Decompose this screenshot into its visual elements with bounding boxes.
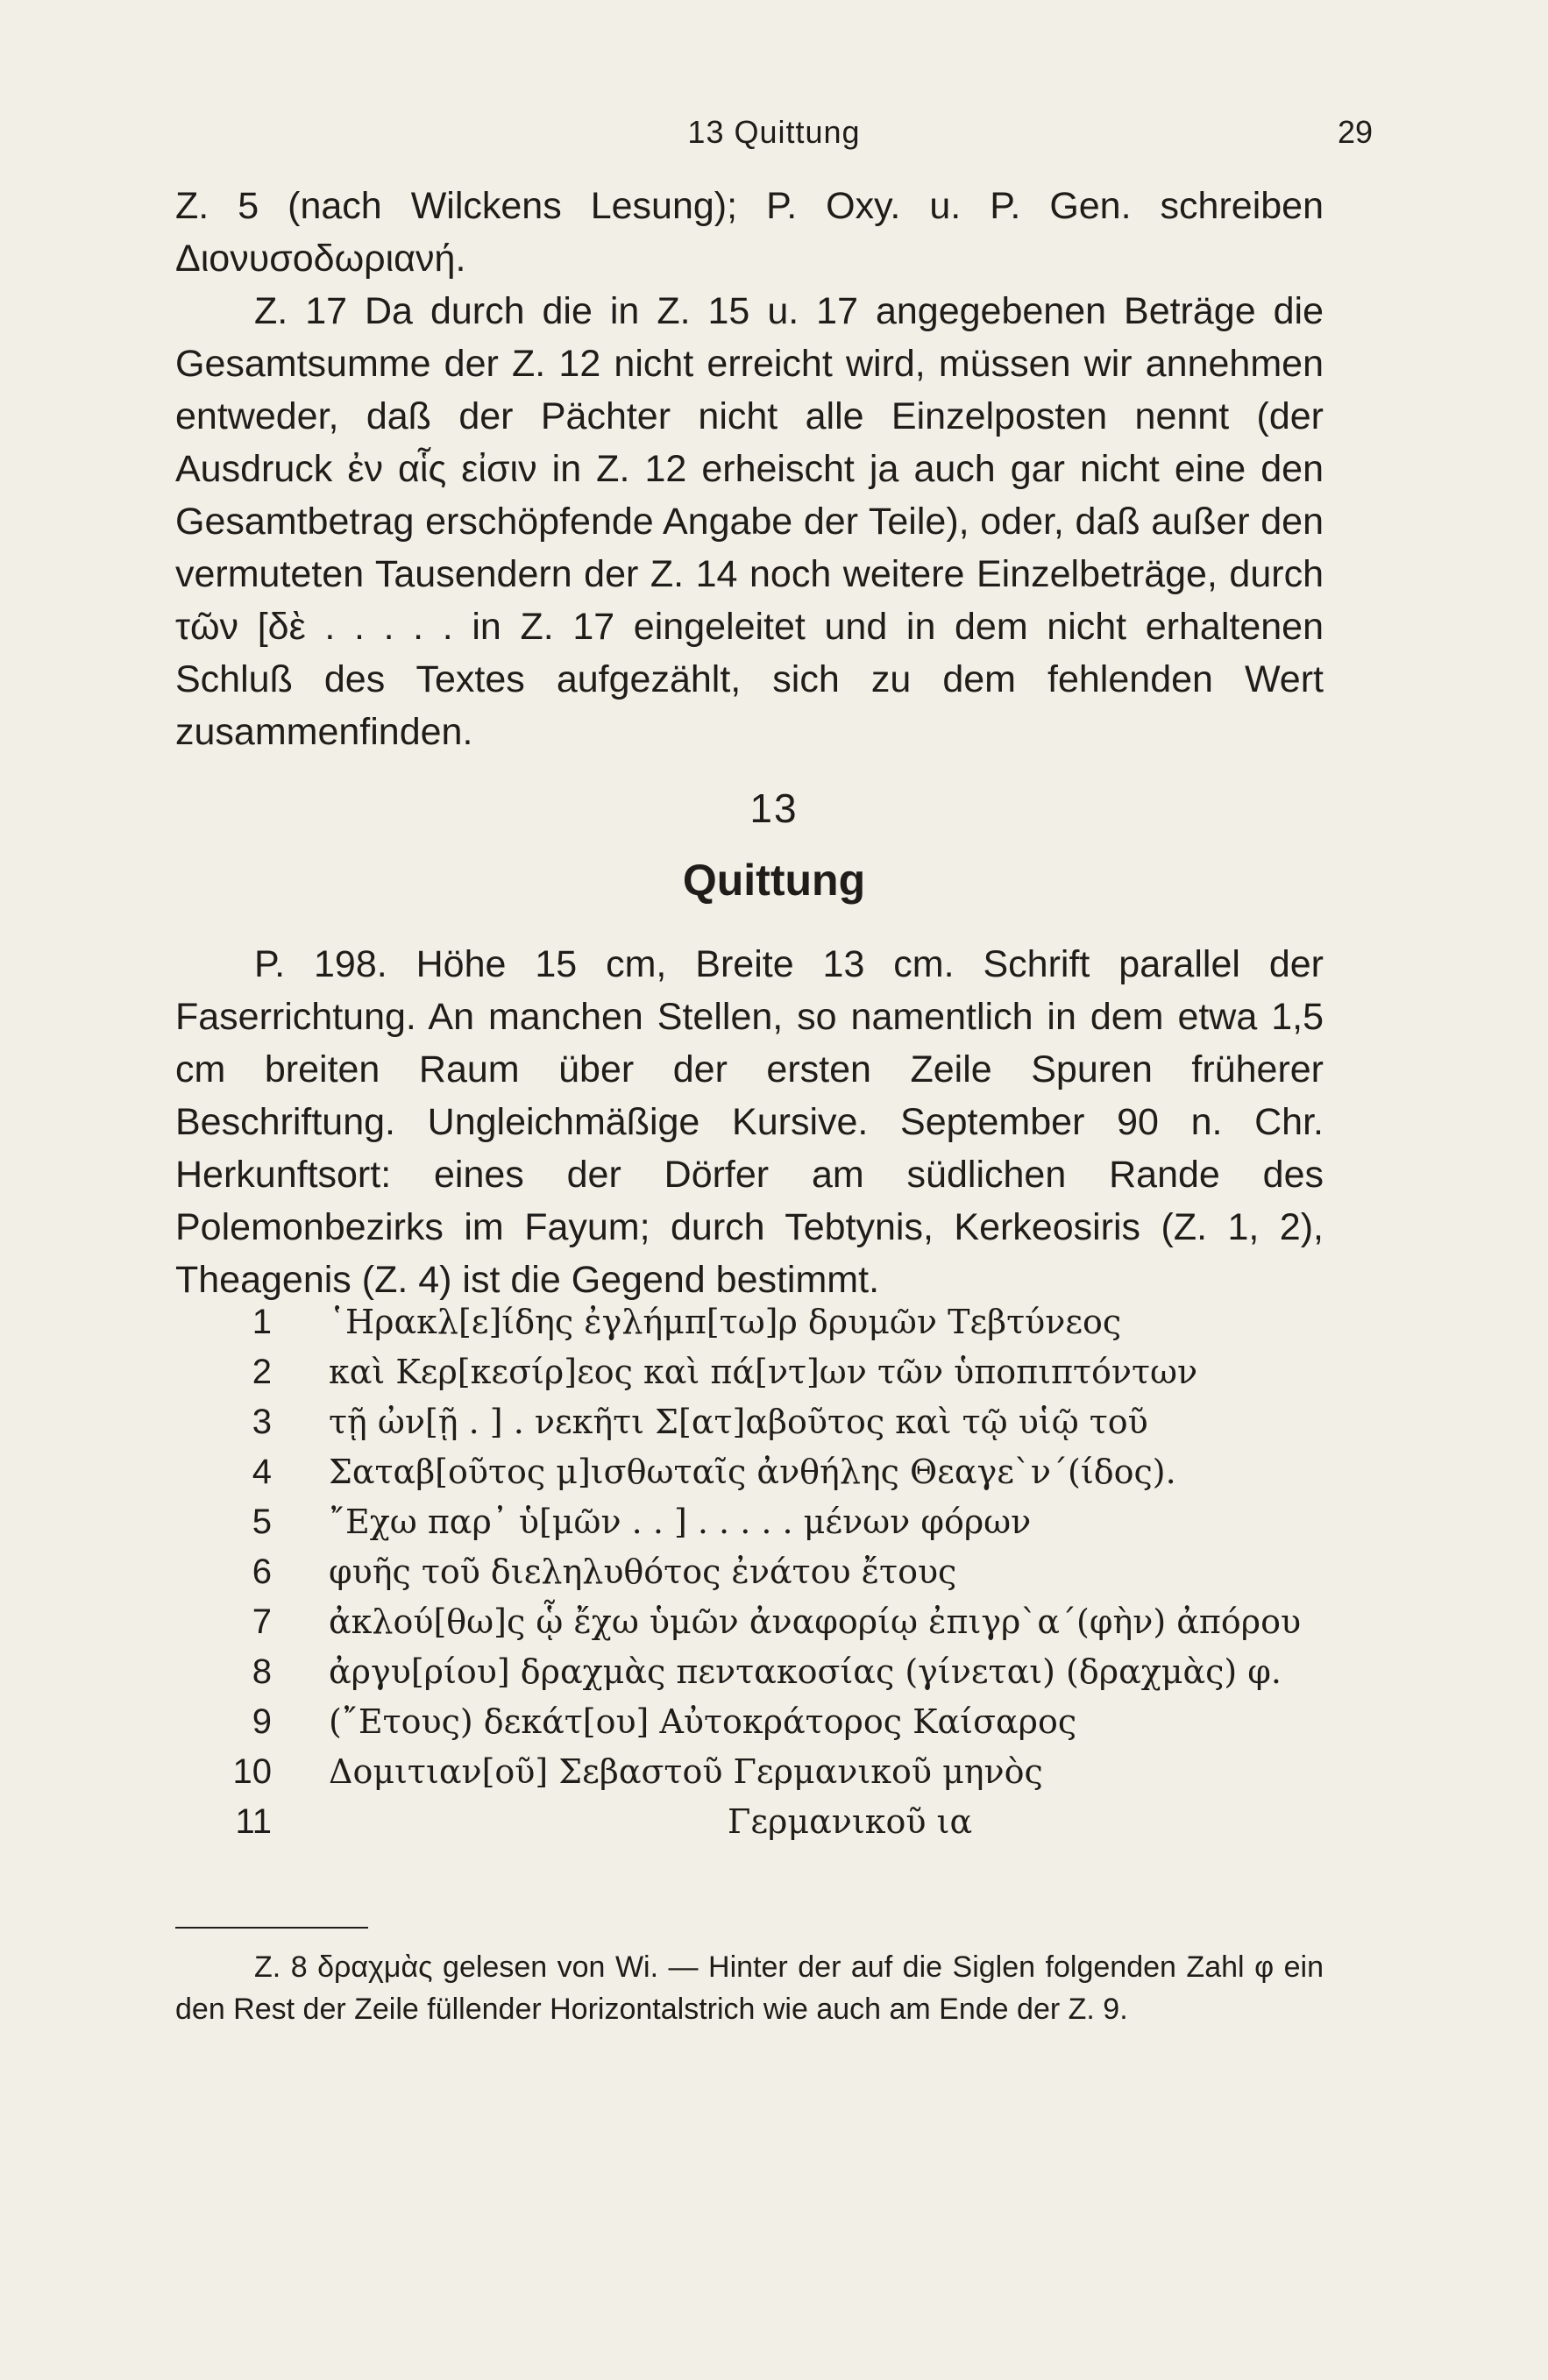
note-line-5: Z. 5 (nach Wilckens Lesung); P. Oxy. u. P. Gen. schreiben Διονυσοδωριανή. <box>175 185 1324 280</box>
greek-line <box>175 1647 1324 1697</box>
section-title: Quittung <box>682 856 866 905</box>
greek-line <box>175 1497 1324 1547</box>
section-number: 13 <box>749 785 799 831</box>
line-number: 5 <box>252 1503 272 1541</box>
line-text: φυῆς τοῦ διεληλυθότος ἐνάτου ἔτους <box>329 1552 957 1591</box>
line-text: Σαταβ[οῦτος μ]ισθωταῖς ἀνθήλης Θεαγε`ν´(ίδος). <box>329 1453 1176 1491</box>
greek-line <box>175 1397 1324 1447</box>
line-text: ἀκλού[θω]ς ᾧ ἔχω ὑμῶν ἀναφορίῳ ἐπιγρ`α´(φὴν) ἀπόρου <box>329 1602 1302 1641</box>
line-text: καὶ Κερ[κεσίρ]εος καὶ πά[ντ]ων τῶν ὑποπιπτόντων <box>329 1353 1198 1391</box>
papyrus-description <box>175 938 1324 1306</box>
greek-line <box>175 1347 1324 1397</box>
greek-line <box>175 1547 1324 1597</box>
line-text: Δομιτιαν[οῦ] Σεβαστοῦ Γερμανικοῦ μηνὸς <box>329 1752 1043 1791</box>
greek-line <box>175 1597 1324 1647</box>
line-number: 9 <box>252 1702 272 1741</box>
running-head <box>0 114 1548 158</box>
line-text: (῎Ετους) δεκάτ[ου] Αὐτοκράτορος Καίσαρος <box>329 1702 1077 1741</box>
line-number: 7 <box>252 1602 272 1641</box>
line-number: 6 <box>252 1552 272 1591</box>
line-number: 1 <box>252 1303 272 1341</box>
page-number: 29 <box>1337 114 1373 150</box>
note-line-17: Z. 17 Da durch die in Z. 15 u. 17 angegebenen Beträge die Gesamtsumme der Z. 12 nicht erreicht wird, müssen wir annehmen entweder, daß der Pächter nicht alle Einzelposten nennt (der Ausdruck ἐν αἷς εἰσιν in Z. 12 erheischt ja auch gar nicht eine den Gesamtbetrag erschöpfende Angabe der Teile), oder, daß außer den vermuteten Tausendern der Z. 14 noch weitere Einzelbeträge, durch τῶν [δὲ . . . . . in Z. 17 eingeleitet und in dem nicht erhaltenen Schluß des Textes aufgezählt, sich zu dem fehlenden Wert zusammenfinden. <box>175 290 1324 753</box>
running-title: 13 Quittung <box>687 114 861 150</box>
line-number: 2 <box>252 1353 272 1391</box>
greek-line <box>175 1747 1324 1797</box>
line-number: 4 <box>252 1453 272 1491</box>
footnote-rule <box>175 1927 368 1929</box>
greek-line <box>175 1447 1324 1497</box>
greek-line <box>175 1697 1324 1747</box>
description-paragraph: P. 198. Höhe 15 cm, Breite 13 cm. Schrift parallel der Faserrichtung. An manchen Stellen, so namentlich in dem etwa 1,5 cm breiten Raum über der ersten Zeile Spuren früherer Beschriftung. Ungleichmäßige Kursive. September 90 n. Chr. Herkunftsort: eines der Dörfer am südlichen Rande des Polemonbezirks im Fayum; durch Tebtynis, Kerkeosiris (Z. 1, 2), Theagenis (Z. 4) ist die Gegend bestimmt. <box>175 943 1324 1301</box>
commentary-notes <box>175 180 1324 758</box>
line-number: 8 <box>252 1652 272 1691</box>
line-number: 3 <box>252 1403 272 1441</box>
line-text: ῾Ηρακλ[ε]ίδης ἐγλήμπ[τω]ρ δρυμῶν Τεβτύνεος <box>329 1303 1122 1341</box>
greek-line <box>175 1797 1324 1847</box>
line-text: ῎Εχω παρ᾽ ὑ[μῶν . . ] . . . . . μένων φόρων <box>329 1503 1032 1541</box>
line-number: 11 <box>235 1802 272 1841</box>
line-text: ἀργυ[ρίου] δραχμὰς πεντακοσίας (γίνεται) (δραχμὰς) φ. <box>329 1652 1282 1691</box>
line-text: τῇ ὠν[ῇ . ] . νεκῆτι Σ[ατ]αβοῦτος καὶ τῷ υἱῷ τοῦ <box>329 1403 1148 1441</box>
line-number: 10 <box>232 1752 272 1791</box>
line-text: Γερμανικοῦ ια <box>728 1802 973 1841</box>
footnote-text: Z. 8 δραχμὰς gelesen von Wi. — Hinter der auf die Siglen folgenden Zahl φ ein den Rest der Zeile füllender Horizontalstrich wie auch am Ende der Z. 9. <box>175 1950 1324 2026</box>
footnote <box>175 1946 1324 2030</box>
greek-line <box>175 1297 1324 1347</box>
greek-transcription <box>175 1297 1324 1847</box>
